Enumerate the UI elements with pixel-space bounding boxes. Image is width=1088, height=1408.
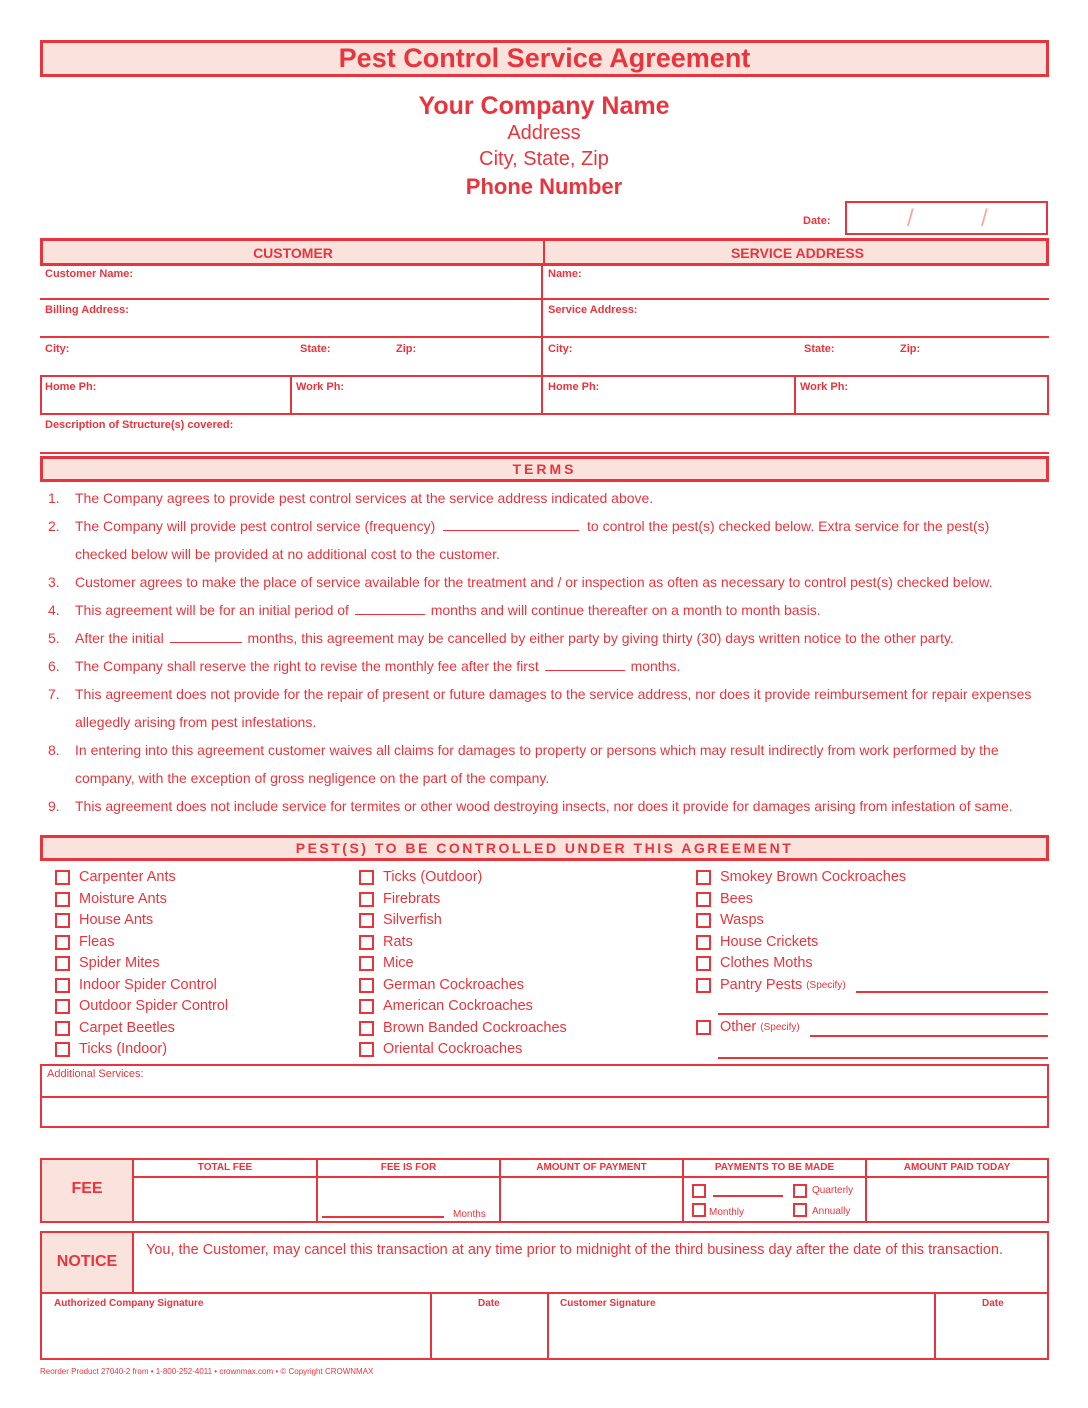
divider: [547, 1294, 549, 1358]
term-number: 3.: [48, 574, 60, 590]
fee-box: [40, 1158, 1049, 1223]
term-item: [0, 568, 1088, 596]
date-separator: /: [907, 205, 914, 232]
customer-header: CUSTOMER: [253, 245, 333, 261]
checkbox[interactable]: [359, 978, 374, 993]
term-text: In entering into this agreement customer waives all claims for damages to property or persons which may result indirectly from work performed by the: [75, 742, 999, 758]
term-text: Customer agrees to make the place of service available for the treatment and / or inspection as often as necessary to control pest(s) checked below.: [75, 574, 993, 590]
term-number: 9.: [48, 798, 60, 814]
pest-item[interactable]: Ticks (Indoor): [55, 1039, 228, 1061]
term-number: 8.: [48, 742, 60, 758]
term-number: 5.: [48, 630, 60, 646]
service-state-label: State:: [804, 343, 835, 355]
term-item: [0, 792, 1088, 820]
term-item: [0, 624, 1088, 652]
divider: [543, 240, 545, 264]
divider: [132, 1233, 134, 1292]
date-separator: /: [981, 205, 988, 232]
notice-text: You, the Customer, may cancel this transaction at any time prior to midnight of the third business day after the date of this transaction.: [146, 1242, 1004, 1258]
checkbox[interactable]: [55, 870, 70, 885]
pest-item[interactable]: Silverfish: [359, 910, 567, 932]
date-label: Date:: [803, 215, 831, 227]
pest-item[interactable]: Bees: [696, 889, 906, 911]
initial-months-blank[interactable]: [170, 629, 242, 643]
checkbox-annually[interactable]: [793, 1203, 807, 1217]
checkbox[interactable]: [359, 1021, 374, 1036]
divider: [794, 375, 796, 415]
pantry-specify-line[interactable]: [856, 991, 1048, 993]
fee-header-total: TOTAL FEE: [197, 1162, 253, 1173]
term-item: [0, 764, 1088, 792]
divider: [934, 1294, 936, 1358]
term-text: to control the pest(s) checked below. Extra service for the pest(s): [587, 518, 990, 534]
term-text: This agreement does not provide for the repair of present or future damages to the service address, nor does it provide reimbursement for repair expenses: [75, 686, 1032, 702]
term-item: [0, 484, 1088, 512]
divider: [541, 266, 543, 415]
company-city-state-zip: City, State, Zip: [479, 148, 609, 170]
pest-item[interactable]: Oriental Cockroaches: [359, 1039, 567, 1061]
pest-item[interactable]: Brown Banded Cockroaches: [359, 1018, 567, 1040]
structure-label: Description of Structure(s) covered:: [45, 419, 234, 431]
pests-header: PEST(S) TO BE CONTROLLED UNDER THIS AGREEMENT: [40, 835, 1049, 861]
pest-item[interactable]: Indoor Spider Control: [55, 975, 228, 997]
customer-state-label: State:: [300, 343, 331, 355]
company-address: Address: [507, 122, 581, 144]
customer-work-phone-label: Work Ph:: [296, 381, 345, 393]
divider: [40, 298, 1049, 300]
footer: Reorder Product 27040-2 from • 1-800-252-4011 • crownmax.com • © Copyright CROWNMAX: [40, 1367, 374, 1376]
company-signature-label: Authorized Company Signature: [54, 1298, 204, 1309]
pest-item[interactable]: Clothes Moths: [696, 953, 906, 975]
divider: [290, 375, 292, 415]
checkbox[interactable]: [55, 913, 70, 928]
service-work-phone-label: Work Ph:: [800, 381, 849, 393]
pests-column-1: [55, 867, 228, 1061]
checkbox[interactable]: [359, 892, 374, 907]
pest-item[interactable]: House Ants: [55, 910, 228, 932]
pest-item[interactable]: American Cockroaches: [359, 996, 567, 1018]
pest-item[interactable]: Outdoor Spider Control: [55, 996, 228, 1018]
checkbox-quarterly[interactable]: [793, 1184, 807, 1198]
divider: [40, 452, 1049, 454]
company-phone: Phone Number: [465, 174, 623, 199]
term-item: [0, 736, 1088, 764]
notice-label: NOTICE: [56, 1253, 118, 1270]
fee-header-amount: AMOUNT OF PAYMENT: [536, 1162, 647, 1173]
payments-count-blank[interactable]: [713, 1195, 783, 1197]
pest-item[interactable]: Carpenter Ants: [55, 867, 228, 889]
term-number: 1.: [48, 490, 60, 506]
checkbox[interactable]: [359, 935, 374, 950]
term-item: [0, 680, 1088, 708]
additional-services-label: Additional Services:: [47, 1068, 144, 1080]
checkbox[interactable]: [359, 913, 374, 928]
additional-services-box[interactable]: [40, 1064, 1049, 1128]
terms-list: [0, 484, 1088, 820]
months-blank[interactable]: [322, 1216, 444, 1218]
service-zip-label: Zip:: [900, 343, 921, 355]
pest-item[interactable]: Rats: [359, 932, 567, 954]
checkbox[interactable]: [55, 999, 70, 1014]
term-text: months, this agreement may be cancelled by either party by giving thirty (30) days written notice to the other party.: [247, 630, 954, 646]
checkbox[interactable]: [696, 978, 711, 993]
checkbox[interactable]: [696, 956, 711, 971]
checkbox[interactable]: [55, 956, 70, 971]
checkbox[interactable]: [55, 892, 70, 907]
pest-item-other[interactable]: Other (Specify): [696, 1017, 800, 1039]
checkbox[interactable]: [692, 1184, 706, 1198]
company-name: Your Company Name: [418, 92, 670, 120]
service-address-label: Service Address:: [548, 304, 638, 316]
term-text: The Company agrees to provide pest control services at the service address indicated above.: [75, 490, 654, 506]
notice-box: [40, 1231, 1049, 1294]
monthly-label: Monthly: [709, 1207, 745, 1218]
term-text: months.: [630, 658, 681, 674]
divider: [40, 375, 1049, 377]
divider: [40, 375, 42, 415]
checkbox[interactable]: [696, 870, 711, 885]
term-text: The Company shall reserve the right to revise the monthly fee after the first: [75, 658, 539, 674]
term-text: This agreement does not include service for termites or other wood destroying insects, nor does it provide for damages arising from infestation of same.: [75, 798, 1013, 814]
fee-label: FEE: [71, 1180, 103, 1197]
checkbox[interactable]: [55, 1021, 70, 1036]
page-title: Pest Control Service Agreement: [40, 40, 1049, 77]
pest-item[interactable]: Ticks (Outdoor): [359, 867, 567, 889]
term-text: allegedly arising from pest infestations.: [75, 714, 317, 730]
customer-zip-label: Zip:: [396, 343, 417, 355]
frequency-blank[interactable]: [443, 517, 579, 531]
quarterly-label: Quarterly: [812, 1185, 854, 1196]
pest-item[interactable]: Moisture Ants: [55, 889, 228, 911]
term-item: [0, 652, 1088, 680]
term-text: checked below will be provided at no additional cost to the customer.: [75, 546, 500, 562]
pests-column-3: [696, 867, 906, 996]
term-text: months and will continue thereafter on a month to month basis.: [430, 602, 821, 618]
terms-header: TERMS: [40, 456, 1049, 482]
term-text: company, with the exception of gross negligence on the part of the company.: [75, 770, 550, 786]
term-number: 6.: [48, 658, 60, 674]
service-city-label: City:: [548, 343, 573, 355]
company-date-label: Date: [478, 1298, 500, 1309]
other-specify-line-2[interactable]: [718, 1057, 1048, 1059]
pest-item[interactable]: House Crickets: [696, 932, 906, 954]
checkbox[interactable]: [55, 935, 70, 950]
term-text: The Company will provide pest control service (frequency): [75, 518, 436, 534]
divider: [40, 336, 1049, 338]
annually-label: Annually: [812, 1206, 851, 1217]
term-text: This agreement will be for an initial period of: [75, 602, 349, 618]
customer-home-phone-label: Home Ph:: [45, 381, 97, 393]
checkbox[interactable]: [696, 892, 711, 907]
pest-item[interactable]: Firebrats: [359, 889, 567, 911]
initial-period-blank[interactable]: [355, 601, 425, 615]
fee-revise-blank[interactable]: [545, 657, 625, 671]
checkbox[interactable]: [55, 978, 70, 993]
term-text: After the initial: [75, 630, 164, 646]
checkbox[interactable]: [359, 999, 374, 1014]
divider: [40, 413, 1049, 415]
months-label: Months: [453, 1209, 486, 1220]
checkbox[interactable]: [359, 1042, 374, 1057]
term-number: 2.: [48, 518, 60, 534]
service-header: SERVICE ADDRESS: [730, 245, 865, 261]
pest-item[interactable]: Spider Mites: [55, 953, 228, 975]
divider: [430, 1294, 432, 1358]
checkbox-monthly[interactable]: [692, 1203, 706, 1217]
pantry-specify-line-2[interactable]: [718, 1013, 1048, 1015]
checkbox[interactable]: [55, 1042, 70, 1057]
customer-date-label: Date: [982, 1298, 1004, 1309]
term-item: [0, 596, 1088, 624]
checkbox[interactable]: [359, 870, 374, 885]
other-specify-line[interactable]: [810, 1035, 1048, 1037]
pest-item[interactable]: Carpet Beetles: [55, 1018, 228, 1040]
checkbox[interactable]: [359, 956, 374, 971]
divider: [1047, 375, 1049, 415]
pest-item[interactable]: Wasps: [696, 910, 906, 932]
date-field[interactable]: [845, 201, 1048, 235]
term-item: [0, 512, 1088, 540]
customer-city-label: City:: [45, 343, 70, 355]
pest-item[interactable]: German Cockroaches: [359, 975, 567, 997]
term-item: [0, 540, 1088, 568]
checkbox[interactable]: [696, 935, 711, 950]
divider: [132, 1176, 1047, 1178]
fee-header-paid-today: AMOUNT PAID TODAY: [903, 1162, 1011, 1173]
pest-item-pantry[interactable]: Pantry Pests (Specify): [696, 975, 906, 997]
service-home-phone-label: Home Ph:: [548, 381, 600, 393]
customer-signature-label: Customer Signature: [560, 1298, 656, 1309]
pests-column-2: [359, 867, 567, 1061]
customer-service-header: [40, 238, 1049, 266]
checkbox[interactable]: [696, 913, 711, 928]
service-name-label: Name:: [548, 268, 582, 280]
billing-address-label: Billing Address:: [45, 304, 129, 316]
term-item: [0, 708, 1088, 736]
signature-box: [40, 1294, 1049, 1360]
fee-header-fee-is-for: FEE IS FOR: [380, 1162, 437, 1173]
fee-header-payments: PAYMENTS TO BE MADE: [714, 1162, 835, 1173]
term-number: 4.: [48, 602, 60, 618]
divider: [42, 1096, 1047, 1098]
term-number: 7.: [48, 686, 60, 702]
pest-item[interactable]: Fleas: [55, 932, 228, 954]
checkbox[interactable]: [696, 1020, 711, 1035]
customer-name-label: Customer Name:: [45, 268, 134, 280]
pest-item[interactable]: Smokey Brown Cockroaches: [696, 867, 906, 889]
pest-item[interactable]: Mice: [359, 953, 567, 975]
